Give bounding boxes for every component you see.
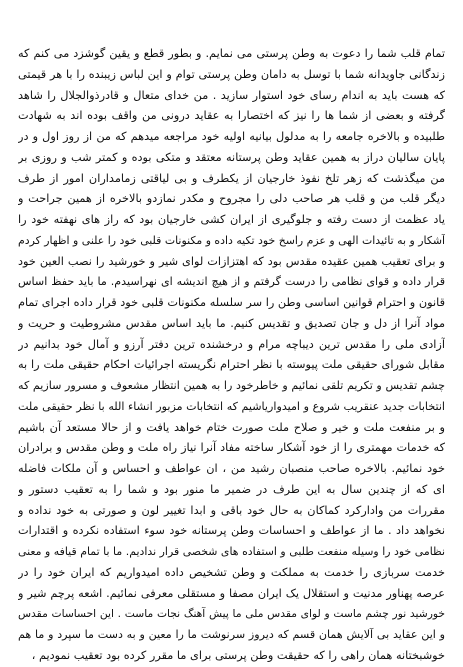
text-line-17: چشم تقدیس و تکریم تلقی نمائیم و خاطرخود را به همین انتظار مشعوف و مسرور سازیم که <box>18 379 445 392</box>
text-line-18: انتخابات جدید عنقریب شروع و امیدواریاشیم که انتخابات مزبور انشاء الله با نظر حقیقی ملت <box>18 399 445 413</box>
text-line-1: تمام قلب شما را دعوت به وطن پرستی می نمایم. و بطور قطع و یقین گوشزد می کنم که <box>18 47 445 60</box>
text-line-26: خدمت سربازی را خدمت به مملکت و وطن تشخیص داده امیدواریم که ایران خود را در <box>18 565 445 579</box>
text-line-2: زندگانی جاویدانه شما با توسل به دامان وطن پرستی توام و این لباس زیبنده را با هر قیمتی <box>18 67 445 81</box>
text-line-15: آزادی ملی را مقدس ترین دیباچه مرام و درخشنده ترین دفتر آرزو و آمال خود بدانیم در <box>18 337 445 351</box>
text-line-12: قرار داده و قوای نظامی را درست گرفتم و از هیچ اندیشه ای نهراسیدم. ما باید حفظ اساس <box>18 275 445 289</box>
document-page <box>18 44 445 667</box>
text-line-4: گرفته و بعضی از شما ها را نیز که اختصارا به عقاید درونی من واقف بوده اند به شهادت <box>18 109 445 123</box>
text-line-30: خوشبختانه همان راهی را که حقیقت وطن پرستی برای ما مقرر کرده بود تعقیب نمودیم ، <box>31 648 445 662</box>
text-line-21: خود نمائیم. بالاخره صاحب منصبان رشید من ، ان عواطف و احساس و آن ملکات فاضله <box>18 462 445 475</box>
text-line-6: پایان سالیان دراز به همین عقاید وطن پرستانه معتقد و متکی بوده و کمتر شب و روزی بر <box>18 150 445 164</box>
text-line-24: نخواهد داد . ما از عواطف و احساسات وطن پرستانه خود سوء استفاده نکرده و اقتدارات <box>18 524 445 538</box>
text-line-8: دیگر قلب من و قلب هر صاحب دلی را مجروح و مکدر نمازدو بالاخره از همین جراحت و <box>18 192 445 206</box>
text-line-27: عرصه پهناور مدنیت و استقلال یک ایران مصفا و مستقلی معرفی نمائیم. اشعه پرچم شیر و <box>18 586 445 600</box>
text-line-22: ای که از چندین سال به این طرف در ضمیر ما منور بود و شما را به تعقیب دستور و <box>18 482 445 496</box>
text-line-29: و این عقاید بی آلایش همان قسم که دیروز سرنوشت ما را معین و به دست ما سپرد و ما هم <box>18 628 445 641</box>
text-line-5: طلبیده و بالاخره جامعه را به مدلول بیانیه اولیه خود مراجعه میدهم که من از روز اول و در <box>18 130 445 143</box>
text-line-25: نظامی خود را وسیله منفعت طلبی و استفاده های شخصی قرار ندادیم. ما با تمام قیافه و معنی <box>18 545 445 558</box>
text-line-7: من میگذشت که زهر تلخ نفوذ خارجیان از یکطرف و بی لیاقتی زمامداران امور از طرف <box>18 171 445 185</box>
text-line-19: و بر منفعت ملت و خیر و صلاح ملت صورت ختام خواهد یافت و از حالا مستعد آن باشیم <box>18 420 445 434</box>
text-line-10: آشکار و به تائیدات الهی و عزم راسخ خود تکیه داده و مکنونات قلبی خود را علنی و اظهار کردم <box>18 233 445 247</box>
text-line-28: خورشید نور چشم ماست و لوای مقدس ملی ما پیش آهنگ نجات ماست . این احساسات مقدس <box>18 607 445 621</box>
text-line-16: مقابل شورای حقیقی ملت پیوسته با نظر احترام نگریسته اجرائیات احکام حقیقی ملت را به <box>18 358 445 372</box>
text-line-9: یاد عظمت از دست رفته و جلوگیری از ایران کشی خارجیان بود که راز های نهفته خود را <box>18 213 445 226</box>
text-line-3: که هست باید به اندام رسای خود استوار سازید . من خدای متعال و قادرذوالجلال را شاهد <box>18 88 445 102</box>
text-line-13: قانون و احترام قوانین اساسی وطن را سر سلسله مکنونات قلبی خود قرار داده اجرای تمام <box>18 296 445 309</box>
text-line-20: که خدمات مهمتری را از خود آشکار ساخته مفاد آنرا نیاز راه ملت و وطن مقدس و برادران <box>18 441 445 455</box>
text-line-14: مواد آنرا از دل و جان تصدیق و تقدیس کنیم. ما باید اساس مقدس مشروطیت و حریت و <box>18 316 445 330</box>
text-line-11: و برای تعقیب همین عقیده مقدس بود که اهتزازات لوای شیر و خورشید را نصب العین خود <box>18 254 445 268</box>
text-line-23: مقررات من وادارکرد کماکان به حال خود باقی و ابدا تغییر لون و صورتی به خود نداده و <box>18 503 445 517</box>
